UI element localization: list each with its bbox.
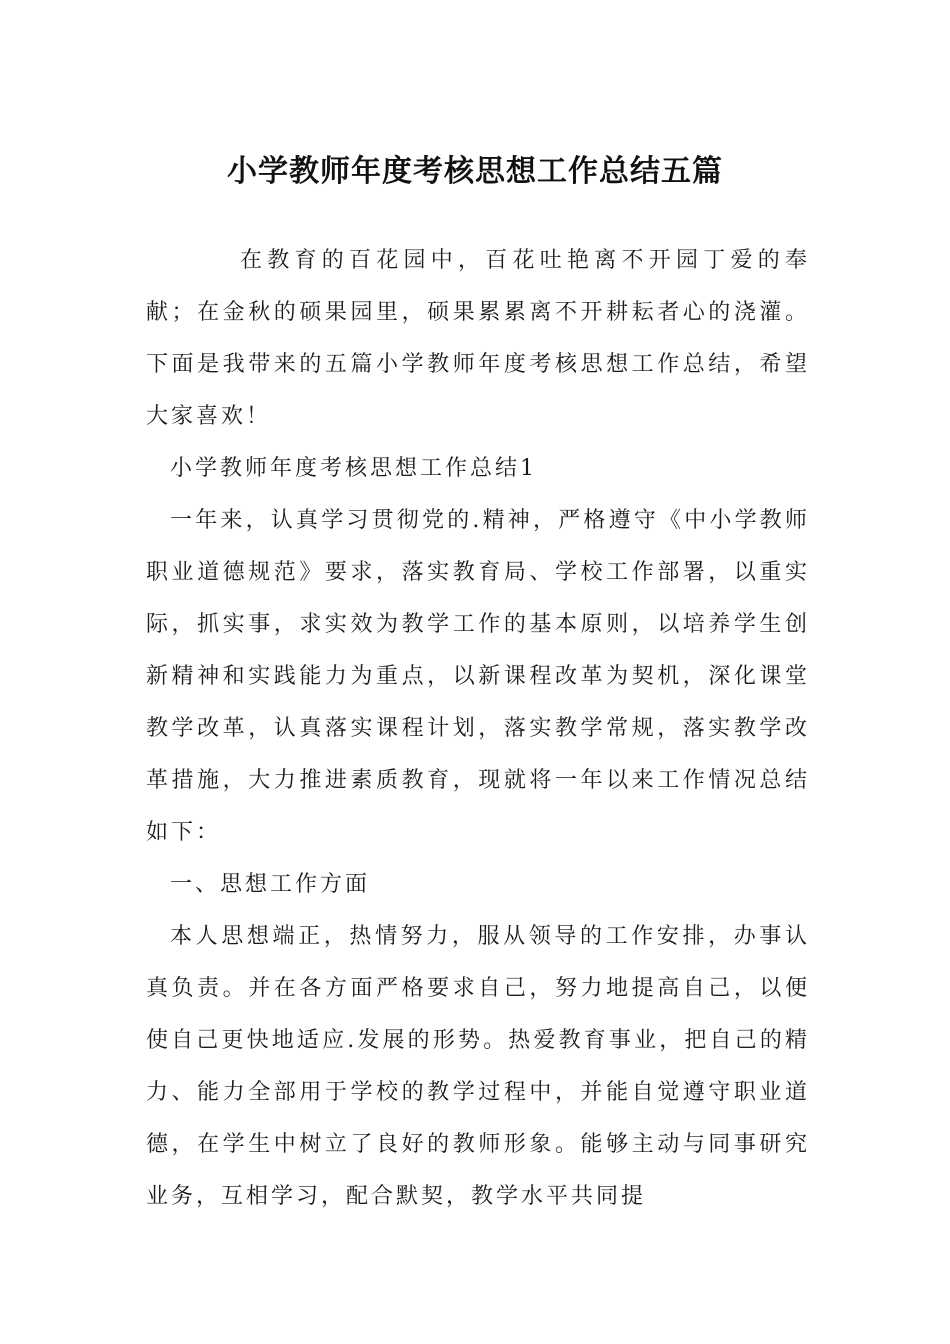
subsection-heading: 一、思想工作方面: [170, 872, 371, 897]
document-body: [146, 235, 810, 1223]
body-paragraph: 一年来，认真学习贯彻党的.精神，严格遵守《中小学教师职业道德规范》要求，落实教育局、学校工作部署，以重实际，抓实事，求实效为教学工作的基本原则，以培养学生创新精神和实践能力为重点，以新课程改革为契机，深化课堂教学改革，认真落实课程计划，落实教学常规，落实教学改革措施，大力推进素质教育，现就将一年以来工作情况总结如下：: [146, 508, 810, 845]
body-paragraph: 本人思想端正，热情努力，服从领导的工作安排，办事认真负责。并在各方面严格要求自己，努力地提高自己，以便使自己更快地适应.发展的形势。热爱教育事业，把自己的精力、能力全部用于学校的教学过程中，并能自觉遵守职业道德，在学生中树立了良好的教师形象。能够主动与同事研究业务，互相学习，配合默契，教学水平共同提: [146, 924, 810, 1209]
document-title: 小学教师年度考核思想工作总结五篇: [227, 154, 723, 190]
section-heading: 小学教师年度考核思想工作总结1: [170, 456, 537, 481]
intro-paragraph: 在教育的百花园中，百花吐艳离不开园丁爱的奉献；在金秋的硕果园里，硕果累累离不开耕耘者心的浇灌。下面是我带来的五篇小学教师年度考核思想工作总结，希望大家喜欢！: [146, 248, 810, 429]
